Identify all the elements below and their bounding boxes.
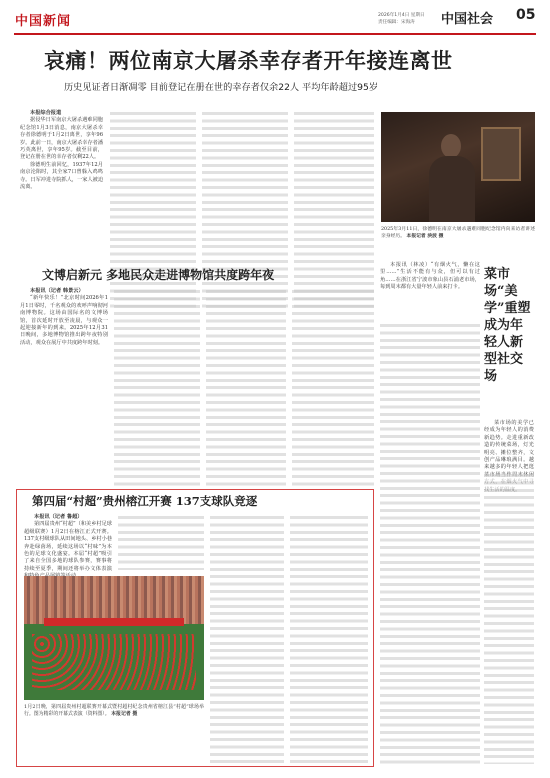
culture-story-col-3 xyxy=(206,290,286,486)
lead-paragraph-2: 徐德明生前回忆，1937年12月南京沦陷时，其全家7口曾躲入鸡鸣寺。日军冲进寺院抓人，一家人被迫流离。 xyxy=(20,161,104,191)
cunchao-story-col-3 xyxy=(210,516,284,766)
cunchao-story-title: 第四届“村超”贵州榕江开赛 137支球队竞逐 xyxy=(32,494,258,508)
page-number: 05 xyxy=(516,7,536,23)
date-line: 2026年1月4日 星期日 xyxy=(378,13,425,18)
cunchao-photo xyxy=(24,576,204,700)
cunchao-paragraph: 第四届贵州“村超”（和美乡村足球超级联赛）1月2日在榕江正式开赛。137支村级球队从田间地头、乡村小巷奔赴绿茵场，延续这场以“村味”为本色的足球文化盛宴。本届“村超”吸引了来自全国多地的球队参赛，赛事将持续至夏季，期间还将举办文体表演 xyxy=(24,521,112,572)
lead-byline: 本报综合报道 xyxy=(30,110,62,116)
cunchao-story-col-1 xyxy=(24,514,112,572)
cunchao-photo-credit: 本报记者 摄 xyxy=(111,711,138,718)
photo-performers xyxy=(32,634,196,690)
main-subheadline: 历史见证者日渐凋零 目前登记在册在世的幸存者仅余22人 平均年龄超过95岁 xyxy=(64,82,379,93)
cunchao-byline: 本报讯（记者 鲁超） xyxy=(34,514,83,520)
cunchao-story-col-2 xyxy=(118,516,204,570)
newspaper-logo: 中国新闻 xyxy=(15,14,72,29)
market-column-text-1: 本报讯（林凌）“有烟火气，懒在这里……”生活不能有与众，但可以有过角……在浙江省宁波市象山县石浦老市场，每到周末都有大量年轻人前来打卡。 xyxy=(380,262,480,291)
photo-person-body xyxy=(429,156,475,222)
photo-person-head xyxy=(441,134,461,158)
culture-story-col-2 xyxy=(114,290,200,486)
culture-paragraph: “新年快乐！”北京时间2026年1月1日零时，千名观众的欢呼声响彻河南博物院。这场由国际名的文博场馆，首次延时开放至凌晨，与观众一起迎接新年的到来。2025年12月31日晚间，多地博物馆推出跨年夜特别活动，观众在展厅中共度跨年时刻。 xyxy=(20,295,108,346)
lead-photo xyxy=(381,112,535,222)
photo-banner xyxy=(44,618,184,626)
masthead-rule xyxy=(14,33,536,35)
market-story-text: 菜市场的美学已经成为年轻人的消费新趋势。走进重新改造的传统菜场，灯光明亮、摊位整齐，文创产品琳琅满目。越来越多的年轻人把逛 xyxy=(484,420,534,471)
market-story-title: 菜市场“美学”重塑 成为年轻人新型社交场 xyxy=(484,267,531,384)
main-headline: 哀痛！两位南京大屠杀幸存者开年接连离世 xyxy=(44,48,453,73)
editor-line: 责任编辑：宋海涛 xyxy=(378,20,415,25)
culture-story-title: 文博启新元 多地民众走进博物馆共度跨年夜 xyxy=(42,268,275,282)
culture-byline: 本报讯（记者 韩景云） xyxy=(30,288,84,294)
market-column-lines-1 xyxy=(380,324,480,764)
lead-paragraph-1: 据侵华日军南京大屠杀遇难同胞纪念馆1月3日消息，南京大屠杀幸存者徐德明于1月2日离世，享年96岁。此前一日，南京大屠杀幸存者潘巧英离世，享年95岁。截至目前，登记在册在世的幸存者仅剩22人。 xyxy=(20,117,104,161)
culture-story-col-1 xyxy=(20,288,108,488)
cunchao-photo-caption: 1月2日晚，第四届贵州村超联赛开幕式暨村超村纪念贵州省榕江县“村超”球场举行。图为精彩的开幕式表演（资料图）。 本报记者 摄 xyxy=(24,704,204,718)
cunchao-story-col-4 xyxy=(290,516,368,766)
lead-photo-caption: 2025年3月11日，徐德明在南京大屠杀遇难同胞纪念馆内向来访者讲述亲身经历。 本报记者 泱波 摄 xyxy=(381,227,535,239)
lead-photo-credit: 本报记者 泱波 摄 xyxy=(406,233,444,239)
photo-portrait-frame xyxy=(481,127,521,181)
market-column-lines-2 xyxy=(484,474,534,764)
section-title: 中国社会 xyxy=(441,12,494,27)
culture-story-col-4 xyxy=(292,290,374,486)
